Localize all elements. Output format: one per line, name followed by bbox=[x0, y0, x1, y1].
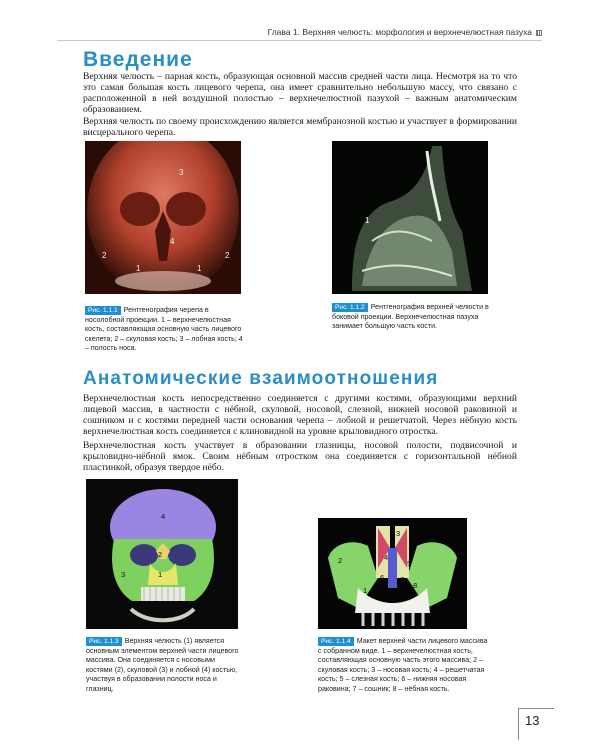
figure-1-1-4-caption bbox=[318, 637, 488, 695]
fig1-label-3: 3 bbox=[179, 168, 184, 177]
facial-mass-model-image bbox=[318, 518, 467, 629]
fig1-label-4: 4 bbox=[170, 237, 175, 246]
maxilla-xray-lateral-image bbox=[332, 141, 488, 294]
figure-1-1-1-tag: Рис. 1.1.1 bbox=[85, 306, 121, 315]
fig1-label-2-right: 2 bbox=[225, 251, 230, 260]
fig1-label-1-left: 1 bbox=[136, 264, 141, 273]
figure-1-1-1-caption bbox=[85, 306, 243, 354]
header-rule bbox=[57, 40, 542, 41]
figure-1-1-3-tag: Рис. 1.1.3 bbox=[86, 637, 122, 646]
running-head bbox=[268, 27, 542, 37]
fig4-label-8: 8 bbox=[413, 581, 418, 590]
skull-xray-frontal-image bbox=[85, 141, 241, 294]
figure-1-1-1-caption-text: Рентгенография черепа в носолобной проекции. 1 – верхнечелюстная кость, составляющая основную часть лицевого скелета; 2 – скуловая кость; 3 – лобная кость; 4 – полость носа. bbox=[85, 306, 243, 353]
skull-3d-model-image bbox=[86, 479, 238, 629]
running-head-text: Глава 1. Верхняя челюсть: морфология и верхнечелюстная пазуха bbox=[267, 27, 532, 37]
anatomy-paragraph-1: Верхнечелюстная кость непосредственно соединяется с другими костями, образующими верхний лицевой массив, в частности с нёбной, скуловой, носовой, слезной, нижней носовой раковиной и сошником и с костями передней части основания черепа – лобной и решетчатой. Через нёбную кость верхнечелюстная кость соединяется с клиновидной на уровне крыловидного отростка. bbox=[83, 393, 517, 438]
fig3-label-3: 3 bbox=[121, 570, 126, 579]
figure-1-1-3-caption bbox=[86, 637, 242, 695]
fig1-label-1-right: 1 bbox=[197, 264, 202, 273]
figure-1-1-2-caption bbox=[332, 303, 492, 332]
fig2-label-1: 1 bbox=[365, 216, 370, 225]
fig3-label-1: 1 bbox=[158, 570, 163, 579]
anatomy-paragraph-2: Верхнечелюстная кость участвует в образовании глазницы, носовой полости, подвисочной и крыловидно-нёбной ямок. Своим нёбным отростком она соединяется с горизонтальной нёбной пластинкой, образуя твердое нёбо. bbox=[83, 440, 517, 474]
fig4-label-1: 1 bbox=[363, 586, 368, 595]
fig4-label-6: 6 bbox=[380, 573, 385, 582]
fig4-label-4: 4 bbox=[384, 553, 389, 562]
figure-1-1-3-caption-text: Верхняя челюсть (1) является основным элементом верхней части лицевого массива. Она соединяется с носовыми костями (2), скуловой (3) и лобной (4) костью, участвуя в образовании полости носа и глазниц. bbox=[86, 637, 239, 693]
intro-paragraph-2: Верхняя челюсть по своему происхождению является мембранозной костью и участвует в формировании висцерального черепа. bbox=[83, 116, 517, 139]
figure-1-1-2-caption-text: Рентгенография верхней челюсти в боковой проекции. Верхнечелюстная пазуха занимает большую часть кости. bbox=[332, 303, 489, 331]
section-title-anatomy: Анатомические взаимоотношения bbox=[83, 368, 439, 389]
fig4-label-7: 7 bbox=[400, 575, 405, 584]
fig1-label-2-left: 2 bbox=[102, 251, 107, 260]
fig4-label-5: 5 bbox=[407, 559, 412, 568]
fig3-label-4: 4 bbox=[161, 512, 166, 521]
figure-1-1-2-tag: Рис. 1.1.2 bbox=[332, 303, 368, 312]
running-head-marker bbox=[536, 30, 542, 36]
fig4-label-3: 3 bbox=[396, 529, 401, 538]
section-title-intro: Введение bbox=[83, 48, 193, 71]
figure-1-1-4-caption-text: Макет верхней части лицевого массива с собранном виде. 1 – верхнечелюстная кость, составляющая основную часть этого массива; 2 – скуловая кость; 3 – носовая кость; 4 – решетчатая кость; 5 – слезная кость; 6 – нижняя носовая раковина; 7 – сошник; 8 – нёбная кость. bbox=[318, 637, 488, 693]
fig3-label-2: 2 bbox=[158, 550, 163, 559]
intro-paragraph-1: Верхняя челюсть – парная кость, образующая основной массив средней части лица. Несмотря на то что это самая большая кость лицевого черепа, она имеет сравнительно небольшую массу, что связано с расположенной в ней воздушной полостью – верхнечелюстной пазухой – важным анатомическим образованием. bbox=[83, 71, 517, 116]
page-number: 13 bbox=[525, 713, 540, 728]
fig4-label-2: 2 bbox=[338, 556, 343, 565]
figure-1-1-4-tag: Рис. 1.1.4 bbox=[318, 637, 354, 646]
